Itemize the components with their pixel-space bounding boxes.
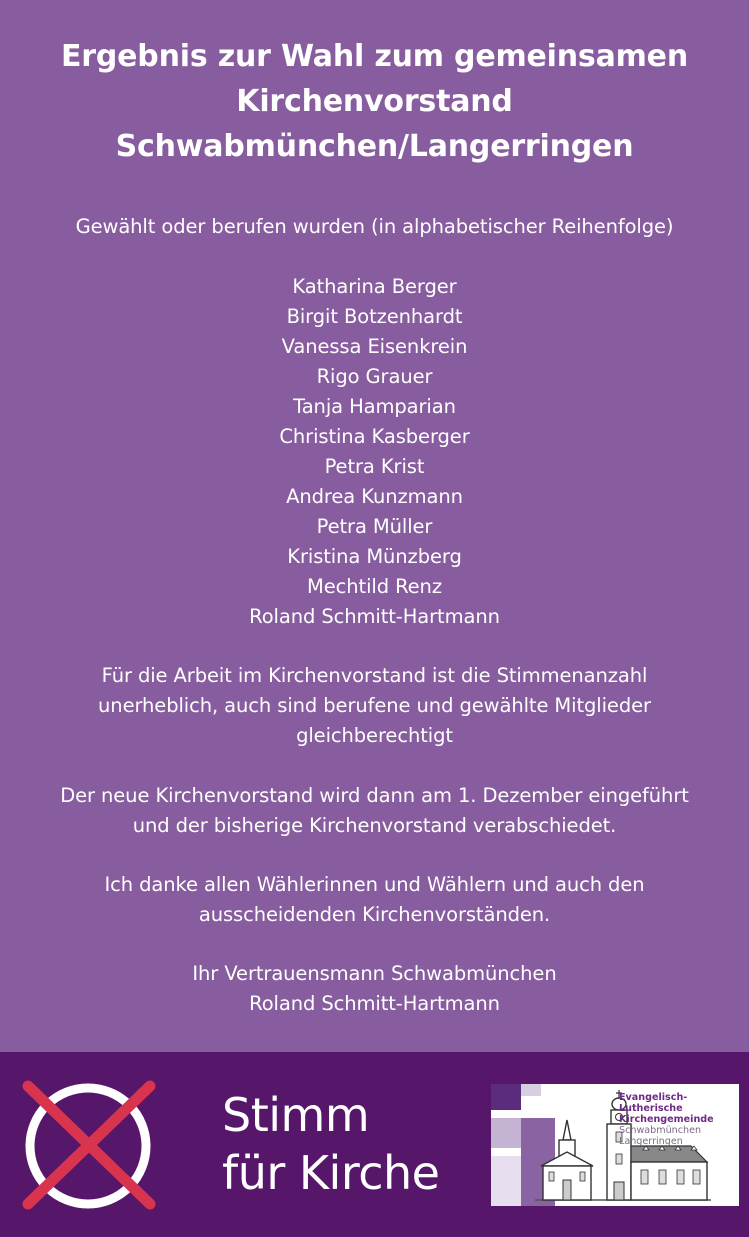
page-title: [20, 34, 729, 169]
paragraph-line: unerheblich, auch sind berufene und gewählte Mitglieder: [98, 694, 651, 717]
logo-line-2: Lutherische: [619, 1103, 683, 1114]
parish-logo: [491, 1084, 739, 1206]
slogan-line-2: für Kirche: [222, 1146, 440, 1200]
member-list: [20, 272, 729, 632]
paragraph-line: und der bisherige Kirchenvorstand verabschiedet.: [132, 814, 617, 837]
member-name: Vanessa Eisenkrein: [281, 335, 468, 358]
member-name: Petra Krist: [324, 455, 425, 478]
member-name: Petra Müller: [316, 515, 433, 538]
intro-text: Gewählt oder berufen wurden (in alphabetischer Reihenfolge): [75, 215, 674, 238]
logo-line-1: Evangelisch-: [619, 1092, 688, 1103]
title-line-3: Schwabmünchen/Langerringen: [115, 129, 634, 164]
member-name: Birgit Botzenhardt: [286, 305, 463, 328]
logo-line-5: Langerringen: [619, 1136, 683, 1147]
logo-line-3: Kirchengemeinde: [619, 1114, 714, 1125]
member-name: Rigo Grauer: [316, 365, 433, 388]
paragraph-line: gleichberechtigt: [296, 724, 453, 747]
equality-paragraph: [20, 661, 729, 751]
introduction-date-paragraph: [20, 781, 729, 841]
member-name: Roland Schmitt-Hartmann: [249, 605, 500, 628]
signature: [20, 959, 729, 1019]
member-name: Kristina Münzberg: [287, 545, 462, 568]
slogan: [222, 1086, 482, 1202]
slogan-line-1: Stimm: [222, 1088, 370, 1142]
thanks-paragraph: [20, 870, 729, 930]
paragraph-line: Für die Arbeit im Kirchenvorstand ist die Stimmenanzahl: [101, 664, 648, 687]
member-name: Katharina Berger: [292, 275, 457, 298]
signature-name: Roland Schmitt-Hartmann: [249, 992, 500, 1015]
paragraph-line: ausscheidenden Kirchenvorständen.: [198, 903, 551, 926]
paragraph-line: Der neue Kirchenvorstand wird dann am 1. Dezember eingeführt: [60, 784, 689, 807]
parish-logo-text: [619, 1092, 737, 1147]
signature-role: Ihr Vertrauensmann Schwabmünchen: [192, 962, 557, 985]
logo-line-4: Schwabmünchen: [619, 1125, 702, 1136]
title-line-2: Kirchenvorstand: [236, 84, 513, 119]
title-line-1: Ergebnis zur Wahl zum gemeinsamen: [61, 39, 688, 74]
member-name: Tanja Hamparian: [293, 395, 456, 418]
member-name: Christina Kasberger: [279, 425, 470, 448]
member-name: Mechtild Renz: [307, 575, 442, 598]
ballot-cross-icon: [18, 1078, 158, 1214]
member-name: Andrea Kunzmann: [286, 485, 463, 508]
paragraph-line: Ich danke allen Wählerinnen und Wählern und auch den: [104, 873, 645, 896]
footer-banner: [0, 1052, 749, 1237]
